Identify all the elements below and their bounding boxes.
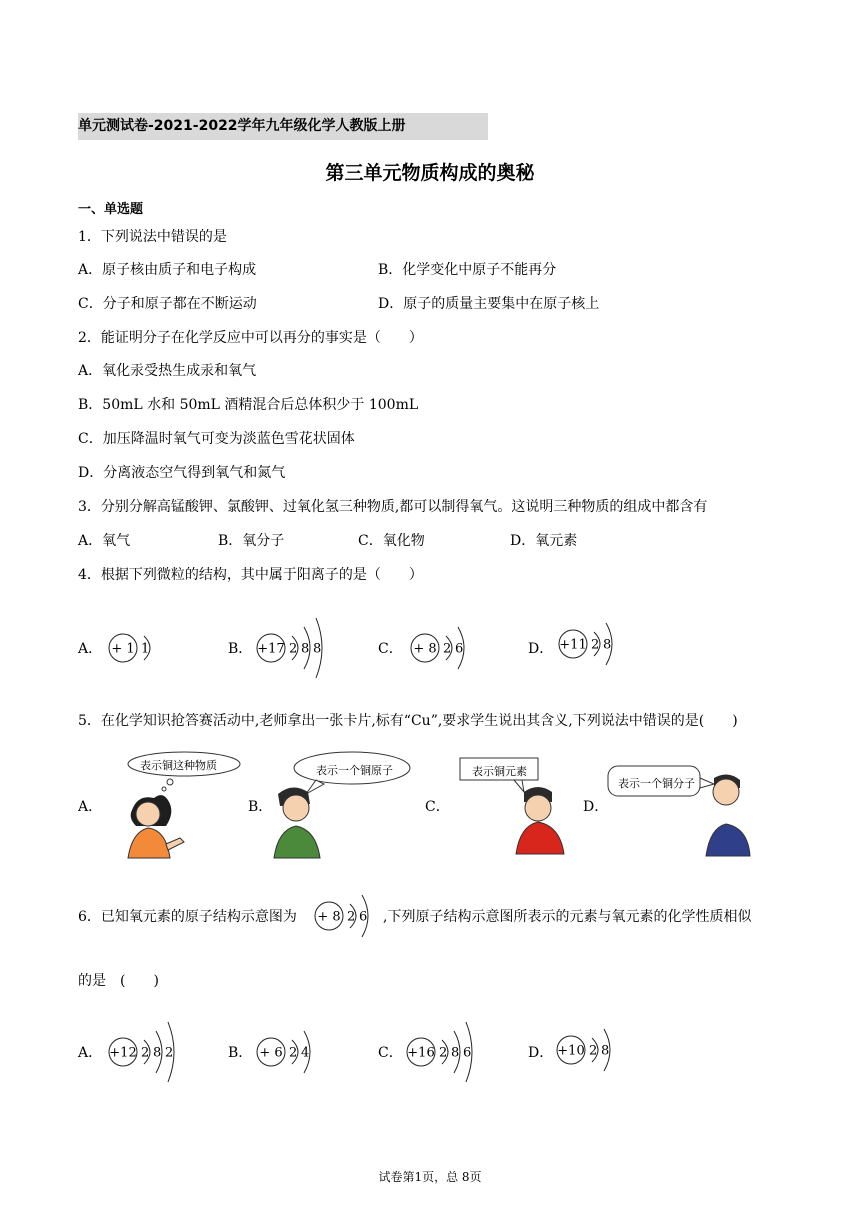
- nucleus-charge-label: + 1: [111, 641, 135, 657]
- q3-option-c: C．氧化物: [358, 533, 425, 549]
- shell-electron-count: 6: [359, 909, 368, 925]
- q6-label-c: C．: [378, 1045, 403, 1061]
- shell-electron-count: 8: [451, 1045, 460, 1061]
- shell-electron-count: 4: [301, 1045, 310, 1061]
- q3-stem: 3．分别分解高锰酸钾、氯酸钾、过氧化氢三种物质,都可以制得氧气。这说明三种物质的组成中都含有: [78, 499, 708, 515]
- q6-atom-c-diagram: [404, 1002, 504, 1102]
- nucleus-charge-label: +12: [109, 1045, 137, 1061]
- q6-label-b: B．: [228, 1045, 253, 1061]
- q6-stem-line2: 的是 ( ): [78, 973, 159, 989]
- q6-label-d: D．: [528, 1045, 554, 1061]
- nucleus-charge-label: + 8: [413, 641, 437, 657]
- q6-stem-part2: ,下列原子结构示意图所表示的元素与氧元素的化学性质相似: [383, 909, 752, 925]
- shell-electron-count: 8: [301, 641, 310, 657]
- q5-label-a: A．: [78, 799, 103, 815]
- nucleus-charge-label: + 8: [317, 909, 341, 925]
- shell-electron-count: 8: [603, 637, 612, 653]
- q4-label-d: D．: [528, 641, 554, 657]
- q2-option-b: B．50mL 水和 50mL 酒精混合后总体积少于 100mL: [78, 397, 419, 413]
- q5-bubble-d-text: 表示一个铜分子: [618, 777, 695, 790]
- q5-label-b: B．: [248, 799, 273, 815]
- q4-atom-d-diagram: [556, 606, 636, 682]
- nucleus-charge-label: +17: [257, 641, 285, 657]
- q5-bubble-c-text: 表示铜元素: [472, 765, 527, 778]
- q6-stem-part1: 6．已知氧元素的原子结构示意图为: [78, 909, 297, 925]
- shell-electron-count: 8: [313, 641, 322, 657]
- q4-atom-a-diagram: [106, 620, 176, 676]
- q4-stem: 4．根据下列微粒的结构，其中属于阳离子的是（ ）: [78, 567, 423, 583]
- q6-label-a: A．: [78, 1045, 103, 1061]
- q2-option-a: A．氧化汞受热生成汞和氧气: [78, 363, 257, 379]
- q2-option-d: D．分离液态空气得到氧气和氮气: [78, 465, 286, 481]
- shell-electron-count: 1: [141, 641, 150, 657]
- page-title: 第三单元物质构成的奥秘: [325, 162, 535, 184]
- exam-header: 单元测试卷-2021-2022学年九年级化学人教版上册: [78, 113, 488, 140]
- nucleus-charge-label: + 6: [259, 1045, 283, 1061]
- q4-label-a: A．: [78, 641, 103, 657]
- q6-atom-a-diagram: [106, 1002, 206, 1102]
- shell-electron-count: 2: [591, 637, 600, 653]
- q6-atom-d-diagram: [554, 1012, 634, 1088]
- q1-option-c: C．分子和原子都在不断运动: [78, 296, 257, 312]
- q5-figure-a: [118, 748, 248, 860]
- q4-atom-c-diagram: [408, 610, 488, 686]
- shell-electron-count: 2: [443, 641, 452, 657]
- q1-option-a: A．原子核由质子和电子构成: [78, 262, 257, 278]
- q5-figure-b: [270, 748, 420, 860]
- nucleus-charge-label: +16: [407, 1045, 435, 1061]
- nucleus-charge-label: +10: [557, 1043, 585, 1059]
- q6-atom-b-diagram: [254, 1014, 334, 1090]
- nucleus-charge-label: +11: [559, 637, 587, 653]
- section-heading: 一、单选题: [78, 202, 144, 217]
- shell-electron-count: 2: [439, 1045, 448, 1061]
- q5-label-d: D．: [583, 799, 609, 815]
- q5-figure-c: [458, 752, 578, 856]
- q5-bubble-a-text: 表示铜这种物质: [140, 759, 217, 772]
- shell-electron-count: 2: [165, 1045, 174, 1061]
- q3-option-b: B．氧分子: [218, 533, 285, 549]
- shell-electron-count: 2: [347, 909, 356, 925]
- q4-atom-b-diagram: [254, 598, 354, 698]
- shell-electron-count: 2: [289, 641, 298, 657]
- q5-label-c: C．: [425, 799, 450, 815]
- q2-option-c: C．加压降温时氧气可变为淡蓝色雪花状固体: [78, 431, 355, 447]
- q1-stem: 1．下列说法中错误的是: [78, 229, 227, 245]
- q3-option-a: A．氧气: [78, 533, 131, 549]
- shell-electron-count: 8: [153, 1045, 162, 1061]
- q6-oxygen-atom-diagram: [312, 878, 392, 954]
- shell-electron-count: 2: [141, 1045, 150, 1061]
- shell-electron-count: 8: [601, 1043, 610, 1059]
- q4-label-c: C．: [378, 641, 403, 657]
- q3-option-d: D．氧元素: [510, 533, 578, 549]
- q5-figure-d: [606, 758, 756, 858]
- q5-bubble-b-text: 表示一个铜原子: [316, 764, 393, 777]
- student-man-illustration: [606, 758, 756, 858]
- q1-option-d: D．原子的质量主要集中在原子核上: [378, 296, 600, 312]
- q5-stem: 5．在化学知识抢答赛活动中,老师拿出一张卡片,标有“Cu”,要求学生说出其含义,下列说法中错误的是( ): [78, 713, 738, 729]
- q1-option-b: B．化学变化中原子不能再分: [378, 262, 557, 278]
- shell-electron-count: 6: [455, 641, 464, 657]
- shell-electron-count: 6: [463, 1045, 472, 1061]
- shell-electron-count: 2: [289, 1045, 298, 1061]
- q4-label-b: B．: [228, 641, 253, 657]
- q2-stem: 2．能证明分子在化学反应中可以再分的事实是（ ）: [78, 330, 423, 346]
- shell-electron-count: 2: [589, 1043, 598, 1059]
- page-footer: 试卷第1页，总 8页: [378, 1170, 482, 1184]
